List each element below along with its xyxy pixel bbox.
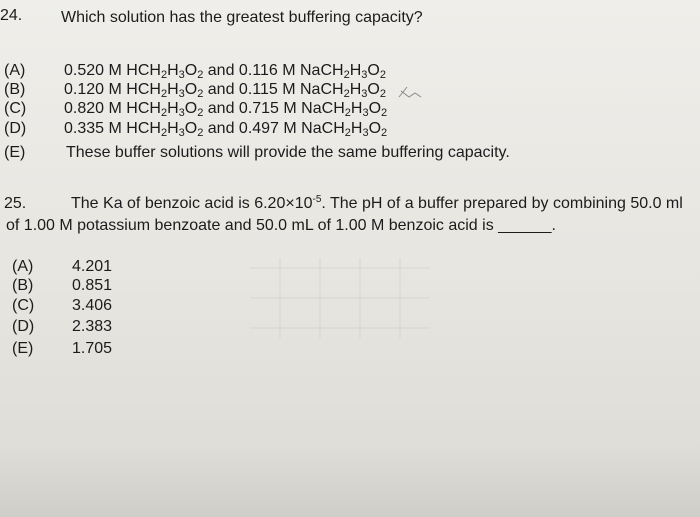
option-value: 3.406	[72, 297, 113, 314]
page-shadow	[0, 447, 700, 517]
option-text: 0.120 M $HCH_2H_3O_2$ and 0.115 M $NaCH_2H_3O_2$	[64, 81, 386, 100]
option-value: 2.383	[72, 318, 113, 335]
option-letter: (D)	[4, 120, 27, 137]
pencil-mark-icon	[397, 85, 427, 101]
option-letter: (D)	[12, 318, 35, 335]
option-text: 0.520 M $HCH_2H_3O_2$ and 0.116 M $NaCH_2H_3O_2$	[64, 62, 386, 81]
question-text: Which solution has the greatest buffering capacity?	[61, 9, 423, 26]
option-letter: (A)	[12, 258, 34, 275]
option-text: 0.820 M $HCH_2H_3O_2$ and 0.715 M $NaCH_2H_3O_2$	[64, 100, 388, 119]
option-value: 4.201	[72, 258, 113, 275]
option-letter: (A)	[4, 62, 26, 79]
question-text-line2: of 1.00 M potassium benzoate and 50.0 mL of 1.00 M benzoic acid is ______.	[6, 217, 556, 234]
option-text: These buffer solutions will provide the same buffering capacity.	[66, 144, 510, 161]
question-number: 24.	[0, 7, 23, 24]
question-number: 25.	[4, 195, 27, 212]
option-value: 0.851	[72, 277, 113, 294]
option-text: 0.335 M $HCH_2H_3O_2$ and 0.497 M $NaCH_2H_3O_2$	[64, 120, 388, 139]
option-value: 1.705	[72, 340, 113, 357]
option-letter: (E)	[4, 144, 26, 161]
option-letter: (C)	[12, 297, 35, 314]
bleed-through-text	[470, 40, 474, 58]
question-text-line1: The Ka of benzoic acid is $6.20\times 10^{-5}$. The pH of a buffer prepared by combining 50.0 ml	[71, 194, 683, 212]
option-letter: (B)	[12, 277, 34, 294]
bleed-through-grid	[250, 258, 450, 348]
option-letter: (C)	[4, 100, 27, 117]
option-letter: (B)	[4, 81, 26, 98]
option-letter: (E)	[12, 340, 34, 357]
